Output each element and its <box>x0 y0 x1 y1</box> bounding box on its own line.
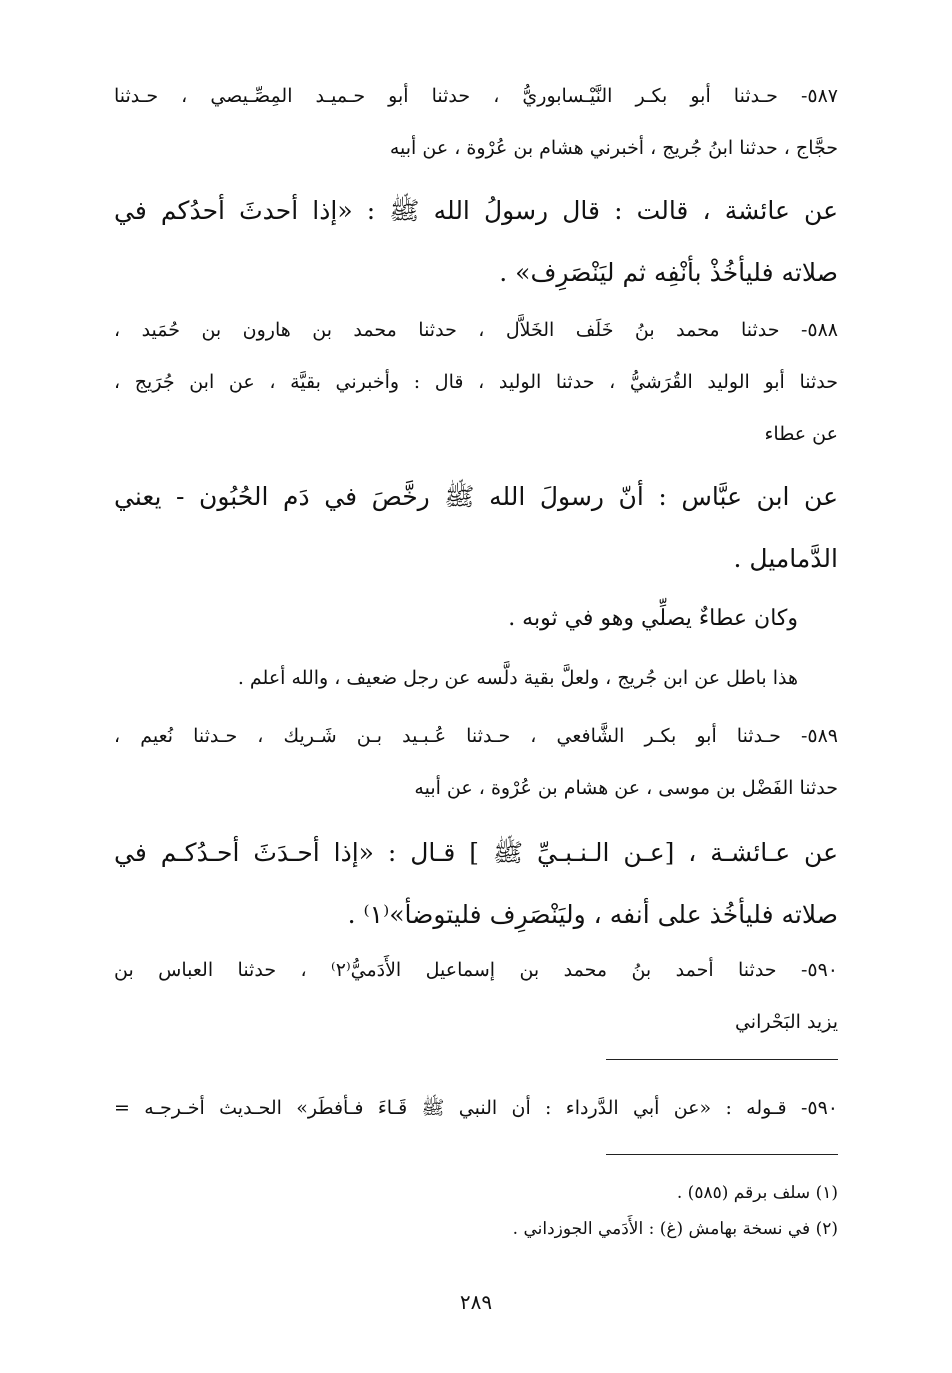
text-line: ٥٩٠- قـوله : «عن أبي الدَّرداء : أن النبي ﷺ قَـاءَ فـأفطَر» الحـديث أخـرجـه = <box>114 1097 838 1119</box>
commentary-590 <box>114 1082 838 1134</box>
text-line: يزيد البَحْراني <box>734 1011 838 1033</box>
hadith-587-matn <box>114 180 838 304</box>
text-line: ٥٨٨- حدثنا محمد بنُ خَلَف الخَلاَّل ، حدثنا محمد بن هارون بن حُمَيد ، <box>114 319 838 341</box>
hadith-588-sanad <box>114 304 838 460</box>
text-line: ٥٨٩- حـدثنا أبو بكـر الشَّافعي ، حـدثنا عُـبـيد بـن شَـريك ، حـدثنا نُعيم ، <box>114 725 838 747</box>
hadith-589-sanad <box>114 710 838 814</box>
hadith-588-comment <box>114 652 838 704</box>
hadith-588-continuation <box>114 592 838 646</box>
text-line: حدثنا الفَضْل بن موسى ، عن هشام بن عُرْوة ، عن أبيه <box>414 777 838 799</box>
text-line: وكان عطاءٌ يصلِّي وهو في ثوبه . <box>508 606 798 631</box>
text-line: ٥٨٧- حـدثنا أبو بكـر النَّيْـسابوريُّ ، حدثنا أبو حـميـد المِصِّـيصي ، حـدثنا <box>114 85 838 107</box>
footnote-1: (١) سلف برقم (٥٨٥) . <box>676 1183 838 1203</box>
text-line: صلاته فليأخُذ على أنفه ، وليَنْصَرِف فليتوضأ»⁽١⁾ . <box>347 900 838 929</box>
hadith-587-sanad <box>114 70 838 174</box>
footnote-separator <box>606 1154 838 1155</box>
text-line: ٥٩٠- حدثنا أحمد بنُ محمد بن إسماعيل الأَدَميُّ⁽٢⁾ ، حدثنا العباس بن <box>114 959 839 981</box>
text-line: حدثنا أبو الوليد القُرَشيُّ ، حدثنا الوليد ، قال : وأخبرني بقيَّة ، عن ابن جُرَيج ، <box>114 371 838 393</box>
text-line: عن ابن عبَّاس : أنّ رسولَ الله ﷺ رخَّصَ في دَم الحُبُون - يعني <box>114 482 838 511</box>
text-line: هذا باطل عن ابن جُريج ، ولعلَّ بقية دلَّسه عن رجل ضعيف ، والله أعلم . <box>237 667 798 689</box>
footnotes <box>114 1175 838 1247</box>
text-line: عن عائشة ، قالت : قال رسولُ الله ﷺ : «إذا أحدثَ أحدُكم في <box>114 196 838 225</box>
text-line: حجَّاج ، حدثنا ابنُ جُريج ، أخبرني هشام بن عُرْوة ، عن أبيه <box>389 137 838 159</box>
text-line: صلاته فليأخُذْ بأنْفِه ثم ليَنْصَرِف» . <box>499 258 838 287</box>
hadith-588-matn <box>114 466 838 590</box>
text-line: الدَّماميل . <box>733 544 838 573</box>
text-line: عن عطاء <box>764 423 838 445</box>
footnote-2: (٢) في نسخة بهامش (غ) : الأَدَمي الجوزداني . <box>512 1219 838 1239</box>
text-line: عن عـائشـة ، [عـن الـنـبـيِّ ﷺ ] قـال : «إذا أحـدَثَ أحـدُكـم في <box>114 838 838 867</box>
page-number: ٢٨٩ <box>459 1290 493 1314</box>
hadith-590-sanad <box>114 944 838 1048</box>
commentary-separator <box>606 1059 838 1060</box>
hadith-589-matn <box>114 822 838 946</box>
